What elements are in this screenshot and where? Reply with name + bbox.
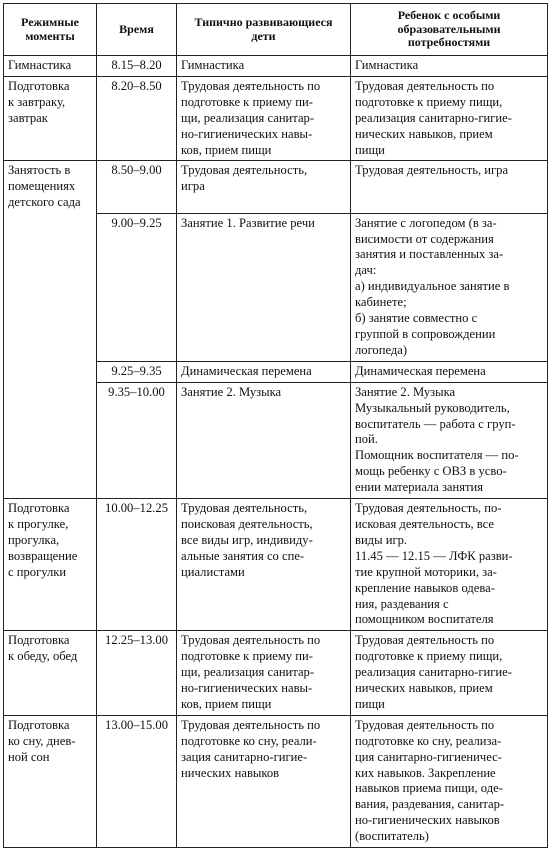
cell-line: а) индивидуальное занятие в — [355, 279, 510, 294]
header-regime-line: моменты — [25, 28, 75, 43]
cell-line: ция санитарно-гигиеничес- — [355, 749, 502, 764]
cell-line: вания, раздевания, санитар- — [355, 797, 505, 812]
cell-line: Занятие 1. Развитие речи — [181, 215, 315, 230]
cell-line: но-гигиенических навы- — [181, 126, 313, 141]
cell-line: игра — [181, 179, 205, 194]
cell-typical — [177, 213, 351, 361]
cell-line: Динамическая перемена — [181, 363, 312, 378]
cell-line: подготовке ко сну, реализа- — [355, 733, 502, 748]
table-row — [4, 499, 548, 631]
table-row — [4, 56, 548, 77]
cell-line: тие крупной моторики, за- — [355, 564, 497, 579]
cell-typical — [177, 361, 351, 382]
cell-line: подготовке к приему пищи, — [355, 649, 503, 664]
cell-line: ния, раздевания с — [355, 596, 449, 611]
cell-time: 9.25–9.35 — [97, 361, 177, 382]
cell-line: воспитатель — работа с груп- — [355, 416, 516, 431]
cell-line: подготовке к приему пи- — [181, 94, 313, 109]
cell-line: мощь ребенку с ОВЗ в усво- — [355, 464, 507, 479]
header-regime — [4, 4, 97, 56]
header-typical-line: Типично развивающиеся — [194, 15, 333, 29]
table-row — [4, 213, 548, 361]
cell-special — [351, 76, 548, 161]
cell-line: завтрак — [8, 110, 48, 125]
cell-line: к прогулке, — [8, 516, 69, 531]
cell-line: нических навыков, прием — [355, 681, 493, 696]
cell-typical — [177, 161, 351, 213]
cell-line: щи, реализация санитар- — [181, 110, 315, 125]
cell-line: альные занятия со спе- — [181, 548, 305, 563]
cell-line: ко сну, днев- — [8, 733, 76, 748]
cell-line: Трудовая деятельность по — [355, 78, 495, 93]
cell-special — [351, 161, 548, 213]
cell-regime — [4, 631, 97, 716]
cell-line: помощником воспитателя — [355, 612, 494, 627]
cell-regime-empty — [4, 213, 97, 361]
cell-line: нических навыков — [181, 765, 280, 780]
cell-line: но-гигиенических навы- — [181, 681, 313, 696]
header-special-line: образовательными — [397, 21, 501, 36]
cell-line: ков, прием пищи — [181, 142, 272, 157]
cell-time: 13.00–15.00 — [97, 715, 177, 847]
cell-line: Гимнастика — [181, 58, 245, 72]
cell-line: висимости от содержания — [355, 231, 494, 246]
cell-line: Трудовая деятельность, по- — [355, 501, 502, 516]
cell-regime-empty — [4, 361, 97, 382]
cell-time: 8.15–8.20 — [97, 56, 177, 77]
cell-line: ких навыков. Закрепление — [355, 765, 496, 780]
cell-line: возвращение — [8, 548, 78, 563]
cell-line: Подготовка — [8, 501, 70, 516]
cell-line: подготовке к приему пищи, — [355, 94, 503, 109]
cell-time: 8.20–8.50 — [97, 76, 177, 161]
cell-typical — [177, 499, 351, 631]
header-typical — [177, 4, 351, 56]
cell-line: навыков приема пищи, оде- — [355, 781, 503, 796]
table-row — [4, 382, 548, 498]
cell-special — [351, 631, 548, 716]
cell-line: реализация санитарно-гигие- — [355, 110, 512, 125]
cell-line: Подготовка — [8, 717, 70, 732]
cell-line: Трудовая деятельность по — [181, 633, 321, 648]
cell-line: щи, реализация санитар- — [181, 665, 315, 680]
cell-line: Подготовка — [8, 78, 70, 93]
header-special-line: потребностями — [407, 35, 491, 50]
cell-line: (воспитатель) — [355, 829, 429, 844]
cell-typical — [177, 76, 351, 161]
cell-line: дач: — [355, 263, 377, 278]
cell-line: пищи — [355, 696, 385, 711]
cell-special — [351, 56, 548, 77]
cell-line: Занятие 2. Музыка — [355, 384, 456, 399]
cell-line: все виды игр, индивиду- — [181, 532, 313, 547]
header-time — [97, 4, 177, 56]
cell-line: Трудовая деятельность, — [181, 163, 308, 178]
table-row — [4, 76, 548, 161]
cell-regime — [4, 161, 97, 213]
cell-regime — [4, 56, 97, 77]
cell-time: 8.50–9.00 — [97, 161, 177, 213]
cell-typical — [177, 56, 351, 77]
cell-special — [351, 382, 548, 498]
cell-line: Гимнастика — [355, 58, 419, 72]
cell-line: поисковая деятельность, — [181, 516, 313, 531]
cell-line: пой. — [355, 432, 378, 447]
cell-regime — [4, 499, 97, 631]
cell-typical — [177, 382, 351, 498]
cell-special — [351, 213, 548, 361]
cell-line: Динамическая перемена — [355, 363, 486, 378]
cell-line: нических навыков, прием — [355, 126, 493, 141]
cell-line: Гимнастика — [8, 58, 72, 72]
cell-line: виды игр. — [355, 532, 408, 547]
cell-line: Трудовая деятельность по — [355, 717, 495, 732]
cell-line: исковая деятельность, все — [355, 516, 495, 531]
cell-line: ении материала занятия — [355, 480, 484, 495]
cell-line: Трудовая деятельность по — [181, 78, 321, 93]
cell-regime — [4, 76, 97, 161]
cell-line: реализация санитарно-гигие- — [355, 665, 512, 680]
cell-line: Трудовая деятельность, игра — [355, 163, 509, 178]
cell-line: крепление навыков одева- — [355, 580, 495, 595]
cell-line: к завтраку, — [8, 94, 66, 109]
cell-line: к обеду, обед — [8, 649, 78, 664]
cell-line: прогулка, — [8, 532, 60, 547]
header-special-line: Ребенок с особыми — [397, 8, 501, 23]
cell-line: Помощник воспитателя — по- — [355, 448, 519, 463]
table-header-row — [4, 4, 548, 56]
cell-line: детского сада — [8, 195, 81, 210]
cell-line: Трудовая деятельность, — [181, 501, 308, 516]
table-row — [4, 161, 548, 213]
table-row — [4, 631, 548, 716]
cell-line: помещениях — [8, 179, 76, 194]
cell-time: 12.25–13.00 — [97, 631, 177, 716]
cell-time: 9.00–9.25 — [97, 213, 177, 361]
cell-line: зация санитарно-гигие- — [181, 749, 308, 764]
cell-line: с прогулки — [8, 564, 67, 579]
cell-special — [351, 361, 548, 382]
schedule-table — [3, 3, 548, 848]
cell-typical — [177, 631, 351, 716]
cell-line: Музыкальный руководитель, — [355, 400, 510, 415]
cell-line: ной сон — [8, 749, 50, 764]
cell-regime — [4, 715, 97, 847]
header-special — [351, 4, 548, 56]
cell-line: Занятость в — [8, 163, 71, 178]
cell-line: кабинете; — [355, 295, 407, 310]
cell-line: занятия и поставленных за- — [355, 247, 504, 262]
cell-line: Подготовка — [8, 633, 70, 648]
cell-special — [351, 715, 548, 847]
cell-time: 10.00–12.25 — [97, 499, 177, 631]
cell-line: но-гигиенических навыков — [355, 813, 500, 828]
header-typical-line: дети — [251, 28, 276, 43]
header-time-line: Время — [119, 21, 154, 36]
cell-line: логопеда) — [355, 342, 408, 357]
cell-time: 9.35–10.00 — [97, 382, 177, 498]
cell-line: б) занятие совместно с — [355, 311, 478, 326]
header-regime-line: Режимные — [21, 15, 79, 29]
cell-line: группой в сопровождении — [355, 327, 496, 341]
cell-line: циалистами — [181, 564, 245, 579]
cell-line: пищи — [355, 142, 385, 157]
cell-line: ков, прием пищи — [181, 696, 272, 711]
cell-typical — [177, 715, 351, 847]
cell-line: Трудовая деятельность по — [355, 633, 495, 648]
cell-line: Трудовая деятельность по — [181, 717, 321, 732]
cell-line: 11.45 — 12.15 — ЛФК разви- — [355, 548, 513, 563]
cell-regime-empty — [4, 382, 97, 498]
cell-line: подготовке к приему пи- — [181, 649, 313, 664]
table-row — [4, 715, 548, 847]
cell-line: подготовке ко сну, реали- — [181, 733, 317, 748]
cell-special — [351, 499, 548, 631]
cell-line: Занятие с логопедом (в за- — [355, 215, 497, 230]
table-row — [4, 361, 548, 382]
cell-line: Занятие 2. Музыка — [181, 384, 282, 399]
